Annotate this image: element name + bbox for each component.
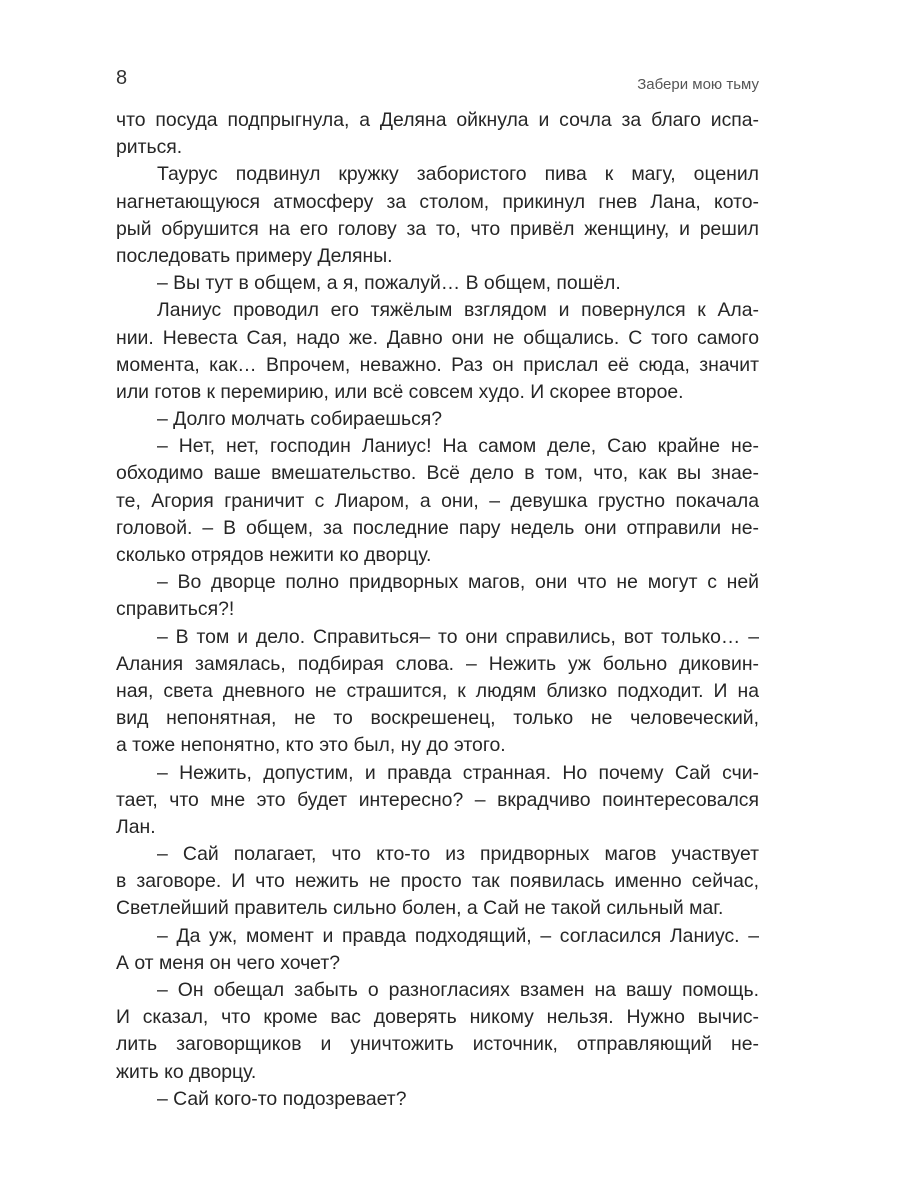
text-line: в заговоре. И что нежить не просто так появилась именно сейчас,: [116, 870, 759, 893]
text-line: справиться?!: [116, 598, 235, 621]
text-line: – Нет, нет, господин Ланиус! На самом деле, Саю крайне не-: [157, 435, 759, 458]
text-line: Таурус подвинул кружку забористого пива к магу, оценил: [157, 163, 759, 186]
text-line: рый обрушится на его голову за то, что привёл женщину, и решил: [116, 217, 759, 240]
text-line: нии. Невеста Сая, надо же. Давно они не общались. С того самого: [116, 326, 759, 349]
text-line: обходимо ваше вмешательство. Всё дело в том, что, как вы знае-: [116, 462, 759, 485]
text-line: а тоже непонятно, кто это был, ну до этого.: [116, 734, 506, 757]
text-line: – Во дворце полно придворных магов, они что не могут с ней: [157, 571, 759, 594]
text-line: – В том и дело. Справиться– то они справились, вот только… –: [157, 625, 759, 648]
text-line: головой. – В общем, за последние пару недель они отправили не-: [116, 516, 759, 539]
text-line: А от меня он чего хочет?: [116, 951, 340, 974]
text-line: лить заговорщиков и уничтожить источник, отправляющий не-: [116, 1033, 759, 1056]
text-line: нагнетающуюся атмосферу за столом, прикинул гнев Лана, кото-: [116, 190, 759, 213]
text-line: тает, что мне это будет интересно? – вкрадчиво поинтересовался: [116, 788, 759, 811]
text-line: – Вы тут в общем, а я, пожалуй… В общем, пошёл.: [157, 272, 621, 295]
text-line: И сказал, что кроме вас доверять никому нельзя. Нужно вычис-: [116, 1006, 759, 1029]
text-line: что посуда подпрыгнула, а Деляна ойкнула и сочла за благо испа-: [116, 109, 759, 131]
text-line: – Сай кого-то подозревает?: [157, 1087, 407, 1110]
text-line: – Сай полагает, что кто-то из придворных магов участвует: [157, 843, 759, 866]
text-line: ная, света дневного не страшится, к людям близко подходит. И на: [116, 679, 759, 702]
text-line: Лан.: [116, 815, 156, 838]
text-line: те, Агория граничит с Лиаром, а они, – девушка грустно покачала: [116, 489, 759, 512]
text-line: последовать примеру Деляны.: [116, 244, 393, 267]
body-text: [116, 107, 759, 1113]
text-line: вид непонятная, не то воскрешенец, только не человеческий,: [116, 707, 759, 730]
page-header: [0, 0, 900, 110]
page-number: 8: [116, 67, 128, 89]
text-line: сколько отрядов нежити ко дворцу.: [116, 544, 432, 566]
text-line: риться.: [116, 136, 183, 159]
text-line: – Он обещал забыть о разногласиях взамен на вашу помощь.: [157, 979, 759, 1001]
running-title: Забери мою тьму: [637, 76, 759, 93]
text-line: – Долго молчать собираешься?: [157, 408, 443, 431]
text-line: – Да уж, момент и правда подходящий, – согласился Ланиус. –: [157, 924, 759, 947]
text-line: момента, как… Впрочем, неважно. Раз он прислал её сюда, значит: [116, 353, 759, 376]
text-line: или готов к перемирию, или всё совсем худо. И скорее второе.: [116, 380, 684, 403]
text-line: Ланиус проводил его тяжёлым взглядом и повернулся к Ала-: [157, 299, 759, 322]
text-line: Светлейший правитель сильно болен, а Сай не такой сильный маг.: [116, 897, 724, 920]
text-line: Алания замялась, подбирая слова. – Нежить уж больно диковин-: [116, 652, 759, 675]
text-line: жить ко дворцу.: [116, 1060, 257, 1083]
text-line: – Нежить, допустим, и правда странная. Но почему Сай счи-: [157, 761, 759, 784]
